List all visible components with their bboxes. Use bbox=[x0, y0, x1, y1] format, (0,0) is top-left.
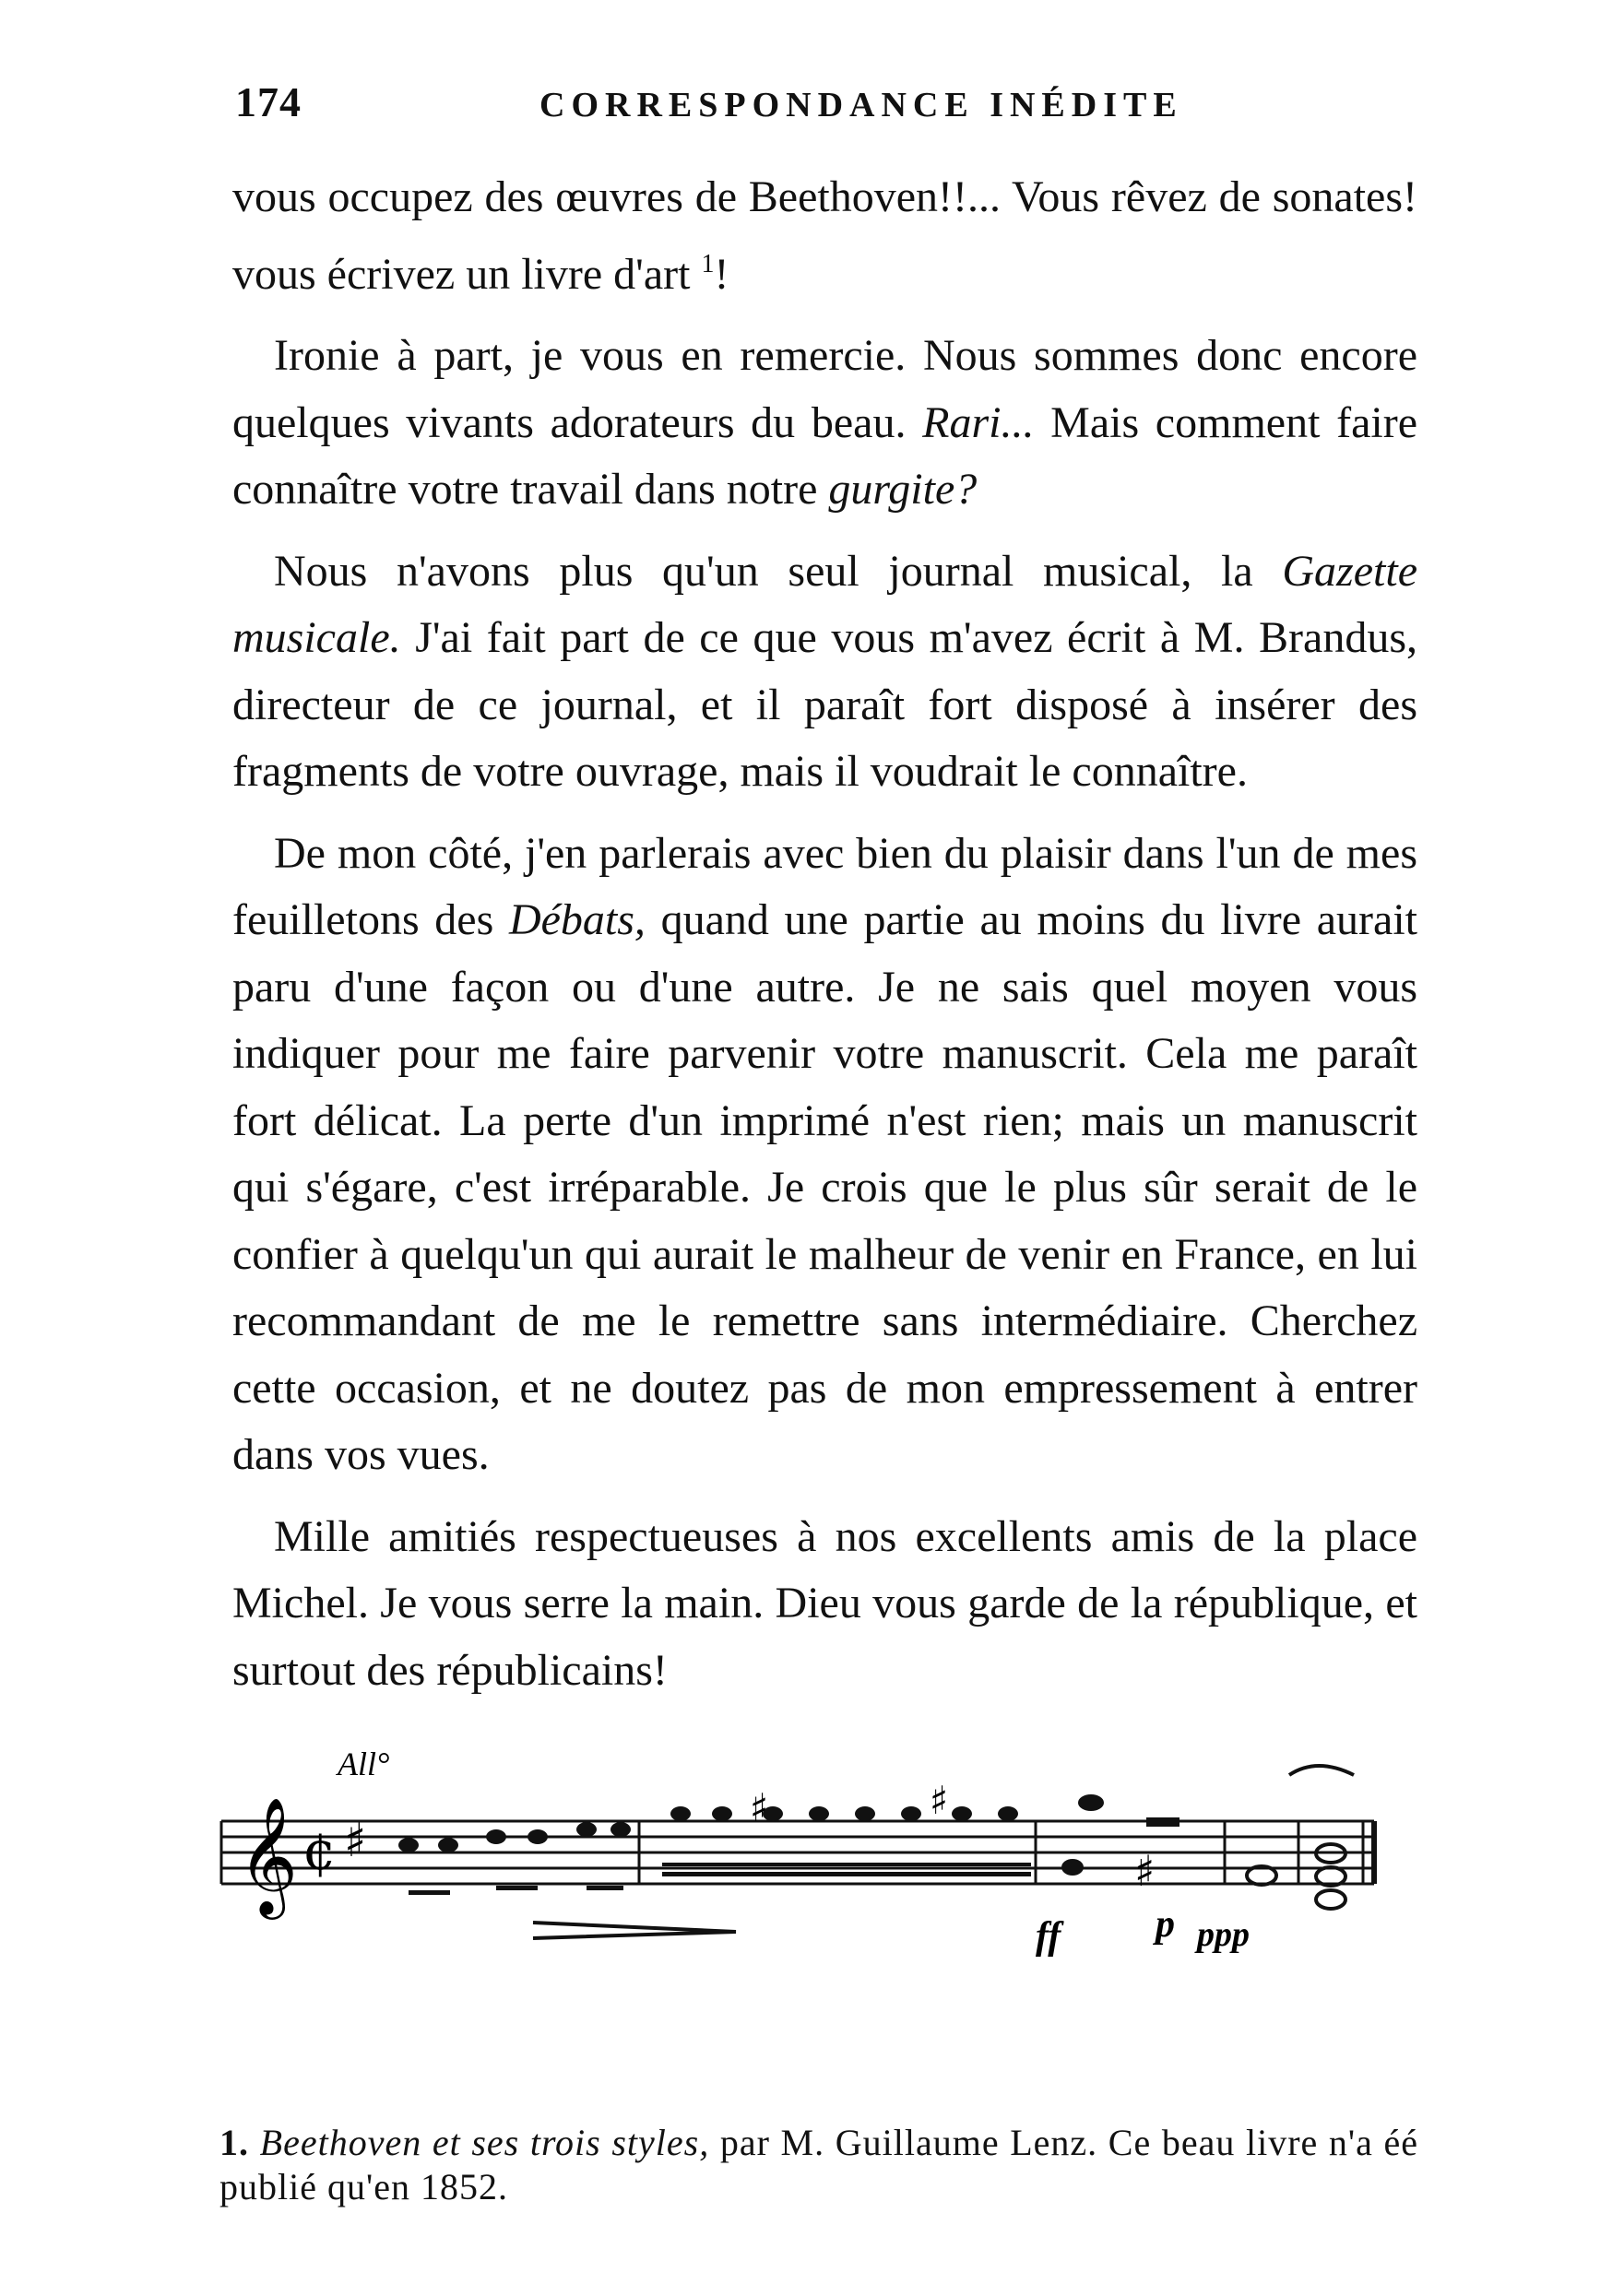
music-staff-figure bbox=[219, 1747, 1409, 2052]
time-signature: ¢ bbox=[302, 1819, 337, 1882]
notes-measure-2 bbox=[662, 1806, 1031, 1876]
music-notation bbox=[219, 1747, 1409, 2052]
dynamic-p: p bbox=[1156, 1903, 1175, 1946]
text-run: Nous n'avons plus qu'un seul journal musical, la bbox=[274, 546, 1283, 596]
text-run: vous occupez des œuvres de Beethoven!!... Vous rêvez de sonates! vous écrivez un livre d'art bbox=[232, 172, 1417, 299]
running-title: CORRESPONDANCE INÉDITE bbox=[539, 86, 1183, 124]
paragraph bbox=[232, 323, 1417, 524]
text-run: ! bbox=[714, 249, 729, 299]
paragraph bbox=[232, 538, 1417, 806]
text-run: De mon côté, j'en parlerais avec bien du plaisir dans l'un de mes feuilletons des bbox=[232, 828, 1417, 944]
accidental-sharp: ♯ bbox=[1134, 1846, 1156, 1896]
fermata bbox=[1289, 1766, 1354, 1775]
crescendo-hairpin bbox=[533, 1923, 736, 1938]
page-header bbox=[235, 77, 1434, 133]
italic-text: Rari... bbox=[922, 397, 1035, 447]
text-run: Mais comment faire connaître votre travail dans notre bbox=[232, 397, 1417, 514]
key-signature-sharp: ♯ bbox=[344, 1814, 367, 1867]
footnote-title: Beethoven et ses trois styles, bbox=[259, 2122, 710, 2163]
page-number: 174 bbox=[235, 78, 302, 125]
footnote-number: 1. bbox=[219, 2122, 249, 2163]
italic-text: Gazette musicale. bbox=[232, 546, 1417, 662]
footnote-text bbox=[219, 2121, 1418, 2209]
paragraph bbox=[232, 821, 1417, 1489]
letter-body bbox=[232, 164, 1417, 1704]
accidental-sharp: ♯ bbox=[930, 1778, 949, 1823]
paragraph-continuation bbox=[232, 164, 1417, 308]
text-run: J'ai fait part de ce que vous m'avez écrit à M. Brandus, directeur de ce journal, et il paraît fort disposé à insérer des fragments de votre ouvrage, mais il voudrait le connaître. bbox=[232, 613, 1417, 796]
accidental-sharp: ♯ bbox=[750, 1785, 769, 1830]
footnote-body: par M. Guillaume Lenz. Ce beau livre n'a éé publié qu'en 1852. bbox=[219, 2122, 1419, 2207]
italic-text: gurgite? bbox=[828, 465, 978, 514]
text-run: quand une partie au moins du livre aurait paru d'une façon ou d'une autre. Je ne sais quel moyen vous indiquer pour me faire parvenir votre manuscrit. Cela me paraît fort délicat. La perte d'un imprimé n'est rien; mais un manuscrit qui s'égare, c'est irréparable. Je crois que le plus sûr serait de le confier à quelqu'un qui aurait le malheur de venir en France, en lui recommandant de me le remettre sans intermédiaire. Cherchez cette occasion, et ne doutez pas de mon empressement à entrer dans vos vues. bbox=[232, 895, 1417, 1479]
treble-clef: 𝄞 bbox=[238, 1796, 299, 1914]
footnote-marker: 1 bbox=[701, 249, 715, 278]
dynamic-ppp: ppp bbox=[1197, 1915, 1250, 1954]
text-run: Ironie à part, je vous en remercie. Nous sommes donc encore quelques vivants adorateurs du beau. bbox=[232, 331, 1417, 447]
paragraph-closing: Mille amitiés respectueuses à nos excellents amis de la place Michel. Je vous serre la main. Dieu vous garde de la république, et surtout des républicains! bbox=[232, 1511, 1417, 1695]
notes-measure-3 bbox=[1061, 1794, 1179, 1876]
italic-text: Débats, bbox=[508, 895, 646, 944]
tempo-marking: All° bbox=[338, 1746, 390, 1782]
footnote bbox=[219, 2121, 1418, 2209]
dynamic-ff: ff bbox=[1036, 1915, 1061, 1958]
